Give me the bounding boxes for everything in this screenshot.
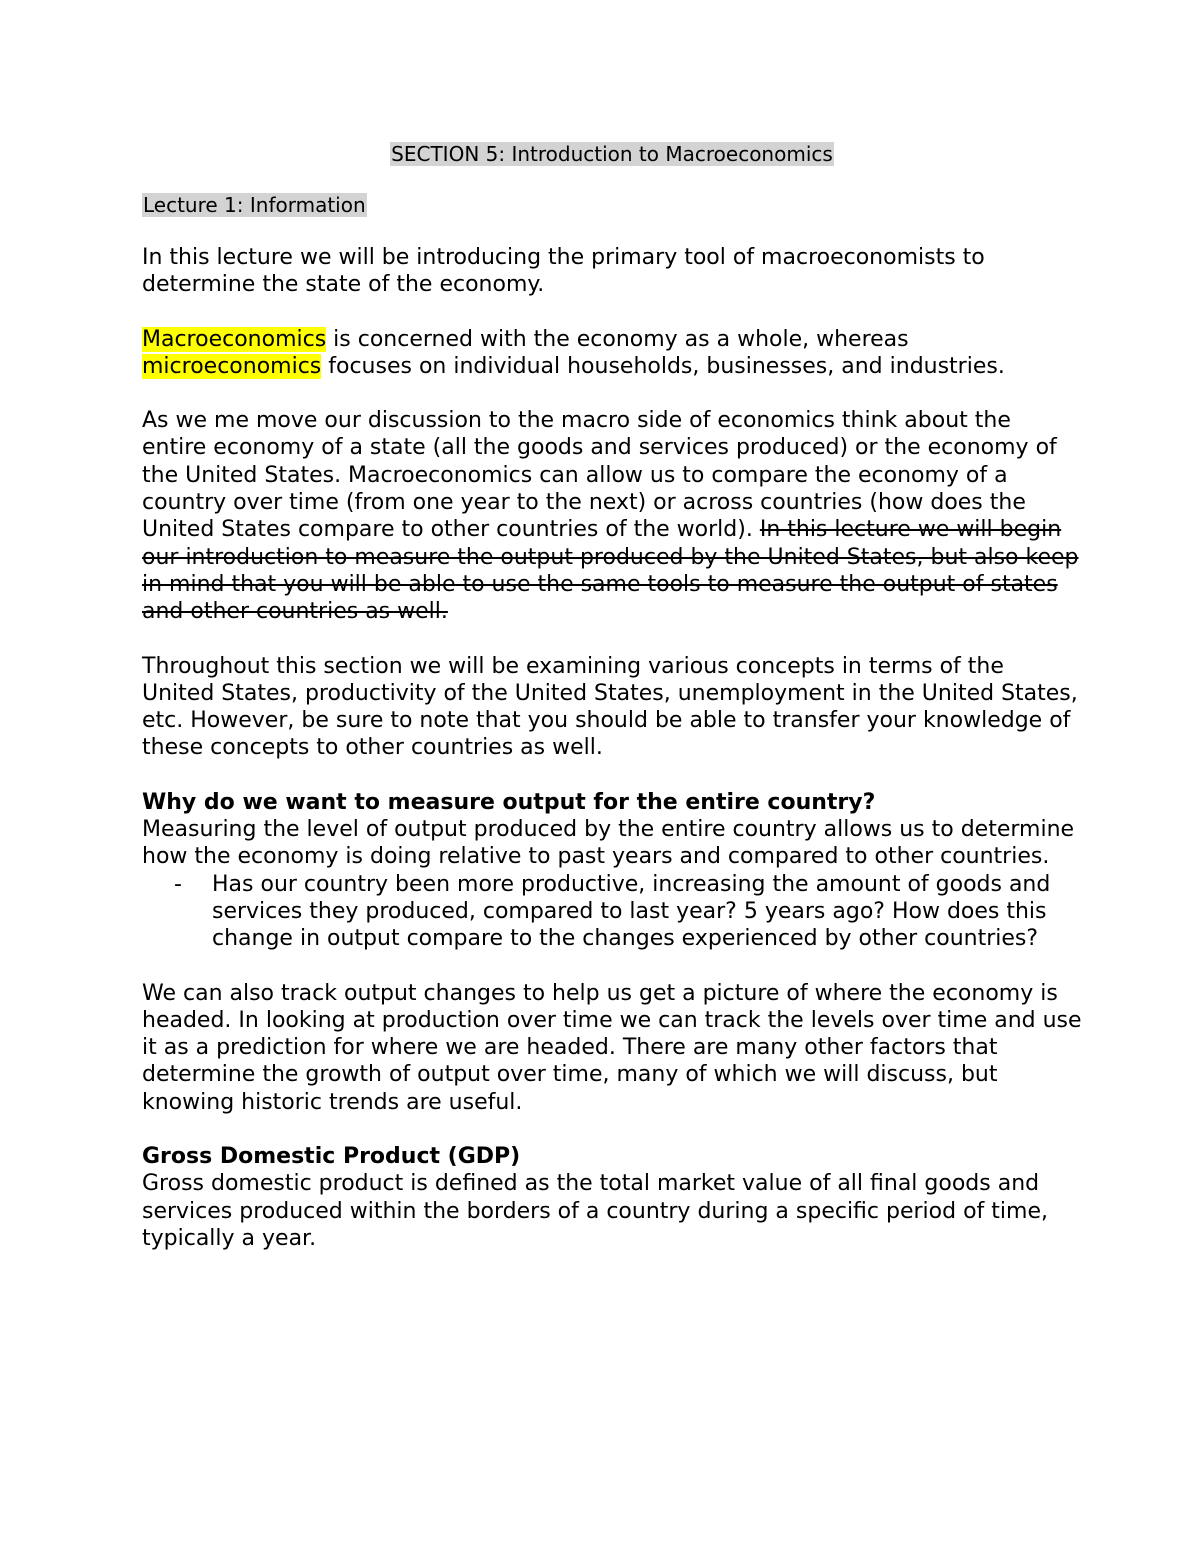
dash-bullet-icon: -	[174, 871, 182, 897]
section-title	[142, 140, 1082, 168]
gdp-heading: Gross Domestic Product (GDP)	[142, 1144, 521, 1170]
track-paragraph: We can also track output changes to help us get a picture of where the economy is headed. In looking at production over time we can track the levels over time and use it as a prediction for where we are headed. There are many other factors that determine the growth of output over time, many of which we will discuss, but knowing historic trends are useful.	[142, 980, 1082, 1115]
list-item	[142, 871, 1082, 953]
why-heading: Why do we want to measure output for the entire country?	[142, 789, 876, 815]
list-item-text: Has our country been more productive, increasing the amount of goods and services they produced, compared to last year? 5 years ago? How does this change in output compare to the changes experienced by other countries?	[212, 871, 1051, 952]
macro-definition-text-2: focuses on individual households, businesses, and industries.	[321, 353, 1005, 379]
struck-text: In this lecture we will begin our introduction to measure the output produced by the United States, but also keep in mind that you will be able to use the same tools to measure the output of states and other countries as well.	[142, 517, 1079, 625]
document-page	[142, 140, 1082, 1252]
macro-side-text: As we me move our discussion to the macro side of economics think about the entire economy of a state (all the goods and services produced) or the economy of the United States. Macroeconomics can allow us to compare the economy of a country over time (from one year to the next) or across countries (how does the United States compare to other countries of the world).	[142, 408, 1057, 543]
macroeconomics-term: Macroeconomics	[142, 326, 327, 352]
why-bullet-list	[142, 871, 1082, 953]
intro-paragraph: In this lecture we will be introducing the primary tool of macroeconomists to determine the state of the economy.	[142, 245, 985, 298]
why-paragraph: Measuring the level of output produced by the entire country allows us to determine how the economy is doing relative to past years and compared to other countries.	[142, 817, 1075, 870]
lecture-title-text: Lecture 1: Information	[143, 193, 366, 217]
gdp-paragraph: Gross domestic product is defined as the total market value of all final goods and services produced within the borders of a country during a specific period of time, typically a year.	[142, 1171, 1048, 1251]
macro-definition-paragraph	[142, 326, 1082, 381]
section-title-text: SECTION 5: Introduction to Macroeconomics	[391, 142, 833, 166]
microeconomics-term: microeconomics	[142, 353, 322, 379]
macro-definition-text-1: is concerned with the economy as a whole, whereas	[326, 326, 909, 352]
lecture-title	[142, 191, 1082, 219]
macro-side-paragraph	[142, 407, 1082, 625]
throughout-paragraph: Throughout this section we will be examining various concepts in terms of the United States, productivity of the United States, unemployment in the United States, etc. However, be sure to note that you should be able to transfer your knowledge of these concepts to other countries as well.	[142, 653, 1078, 761]
